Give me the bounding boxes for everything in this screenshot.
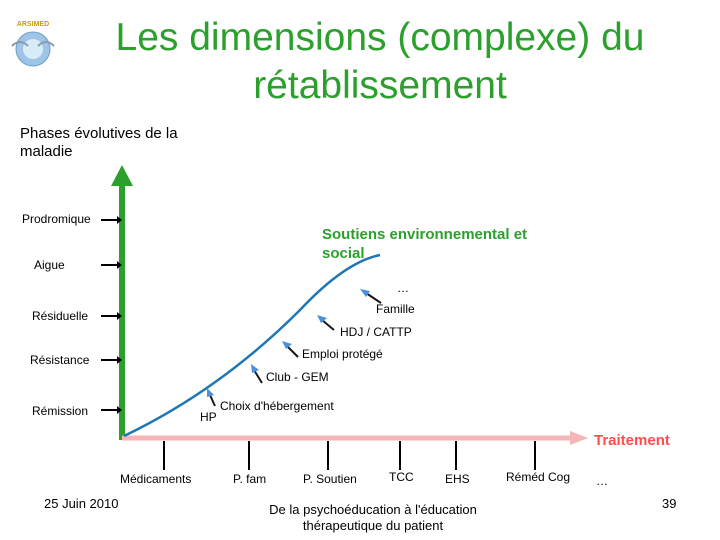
x-axis-label: Traitement <box>594 432 670 449</box>
y-axis-label: Phases évolutives de la maladie <box>20 125 178 160</box>
treatment-label: P. Soutien <box>303 472 357 486</box>
support-arrow <box>360 289 381 303</box>
phase-tick <box>101 261 122 269</box>
phase-tick <box>101 216 122 224</box>
phase-label: Aigue <box>34 258 65 272</box>
support-label: Famille <box>376 302 415 316</box>
phase-tick <box>101 406 122 414</box>
support-label: HP <box>200 410 217 424</box>
page-number: 39 <box>662 496 677 511</box>
support-arrow <box>207 388 215 406</box>
support-arrow <box>317 315 334 330</box>
phase-ticks <box>101 216 122 414</box>
phase-label: Prodromique <box>22 212 91 226</box>
treatment-ticks <box>164 441 535 470</box>
support-label: Club - GEM <box>266 370 329 384</box>
treatment-label: Réméd Cog <box>506 470 571 484</box>
y-axis <box>111 165 133 440</box>
phase-tick <box>101 356 122 364</box>
support-label: HDJ / CATTP <box>340 325 412 339</box>
support-heading: Soutiens environnemental et social <box>322 226 528 262</box>
slide-title: Les dimensions (complexe) du rétablissement <box>115 16 645 107</box>
x-axis <box>122 431 588 445</box>
treatment-label: Médicaments <box>120 472 192 486</box>
phase-label: Résiduelle <box>32 309 89 323</box>
support-label: Choix d'hébergement <box>220 399 334 413</box>
slide-date: 25 Juin 2010 <box>44 496 119 511</box>
treatment-label: TCC <box>389 470 414 484</box>
support-label: … <box>397 281 409 295</box>
support-arrow <box>251 364 262 383</box>
support-arrow <box>282 341 298 357</box>
slide-footer: De la psychoéducation à l'éducation thérapeutique du patient <box>269 502 477 533</box>
treatment-label: … <box>596 474 608 488</box>
support-label: Emploi protégé <box>302 347 383 361</box>
phase-label: Rémission <box>32 404 89 418</box>
phase-tick <box>101 312 122 320</box>
treatment-label: P. fam <box>233 472 267 486</box>
phase-label: Résistance <box>30 353 90 367</box>
treatment-label: EHS <box>445 472 470 486</box>
svg-text:ARSIMED: ARSIMED <box>16 21 50 28</box>
